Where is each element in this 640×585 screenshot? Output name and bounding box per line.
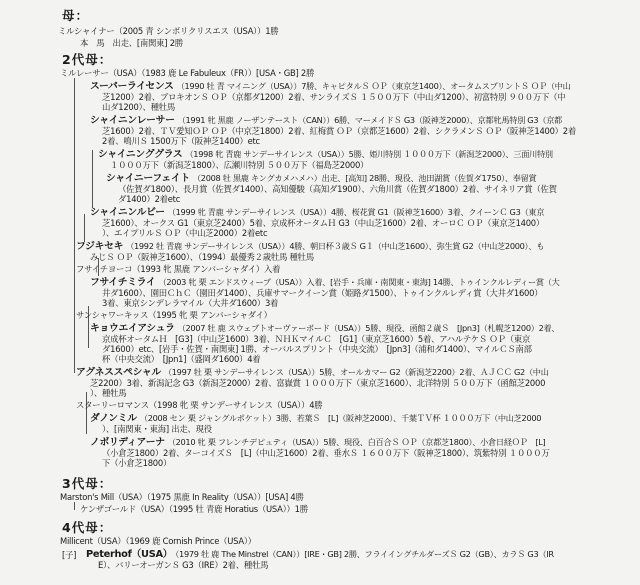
record-line: １０００万下（新潟芝1800）、広瀬川特別 ５００万下（福島芝2000） [110,160,369,170]
record-line: 芝1200）2着、ブロキオンＳ ＯＰ（京都ダ1200）2着、サンライズＳ １５００万下（中山ダ1200）、初富特別 ９００万下（中 [102,92,566,102]
horse-record: （2008 牡 黒鹿 キングカメハメハ）出走、[高知] 28勝、現役、池田湖賞（佐賀ダ1750）、奉留賞 [192,173,537,183]
tree-line-fujikiseki [84,214,85,242]
horse-record: （2007 牡 鹿 スウェプトオーヴァーボード（USA））5勝、現役、函館２歳Ｓ [Jpn3]（札幌芝1200）2着、 [177,323,560,333]
horse-name: シャイニンググラス [98,149,183,160]
tree-line-second-dam [74,78,75,373]
horse-record: （2003 牝 栗 エンドスウィープ（USA））入着、[岩手・兵庫・南関東・東海] 14勝、トゥインクルレディー賞（大 [158,277,560,287]
second-dam-line: ミルレーサー（USA）（1983 鹿 Le Fabuleux（FR））[USA・GB] 2勝 [60,68,315,78]
record-line: ）、エイプリルＳ ＯＰ（中山芝2000）2着etc [102,228,268,238]
record-line: 芝1600）、オークス G1（東京芝2400）5着、京成杯オータムＨ G3（中山芝1600）2着、オーロＣ ＯＰ（東京芝1400） [102,218,545,228]
second-dam-header: 2代母： [62,52,113,67]
record-line: ）、種牡馬 [90,388,127,398]
record-line: E）、バリーオーガンＳ G3（IRE）2着、種牡馬 [98,560,269,570]
horse-name: スーパーライセンス [90,81,174,92]
horse-record: （2008 セン 栗 ジャングルポケット）3勝、若葉Ｓ [L]（阪神芝2000）、千葉ＴＶ杯 １０００万下（中山芝2000 [139,413,542,423]
horse-name: シャイニンレーサー [90,115,175,126]
record-line: 山ダ1200）、種牡馬 [102,102,175,112]
horse-entry-sunshower-kiss: サンシャワーキッス（1995 牝 栗 アンバーシャダイ） [76,310,272,320]
record-line: 芝1600）2着、ＴＶ愛知ＯＰ ＯＰ（中京芝1800）2着、紅梅賞 ＯＰ（京都芝1600）2着、シクラメンＳ ＯＰ（阪神芝1400）2着 [102,126,577,136]
horse-record: （2010 牝 栗 フレンチデピュティ（USA））5勝、現役、白百合Ｓ ＯＰ（京都芝1800）、小倉日経ＯＰ [L] [167,437,546,447]
horse-name: キョウエイアシュラ [90,323,175,334]
record-line: 京成杯オータムＨ [G3]（中山芝1600）3着、ＮＨＫマイルＣ [G1]（東京芝1600）5着、アハルテケＳ ＯＰ（東京 [102,334,530,344]
record-line: （佐賀ダ1800）、長月賞（佐賀ダ1400）、高知優駿（高知ダ1900）、六角川賞（佐賀ダ1800）2着、サイネリア賞（佐賀 [118,184,557,194]
child-prefix: [子] [62,550,77,560]
horse-name: シャイニンルビー [90,207,165,218]
third-dam-line: Marston's Mill（USA）（1975 黒鹿 In Reality（USA））[USA] 4勝 [60,492,304,502]
record-line: 井ダ1600）、園田ＣｈＣ（園田ダ1400）、兵庫サマークイーン賞（姫路ダ1500）、トゥインクルレディ賞（大井ダ1600） [102,288,543,298]
horse-record: （1992 牡 青鹿 サンデーサイレンス（USA））4勝、朝日杯３歳Ｓ G１（中山芝1600）、弥生賞 G2（中山芝2000）、も [126,241,545,251]
horse-name: フサイチミライ [90,277,156,288]
third-dam-header: 3代母： [62,476,113,491]
horse-record: （1997 牡 栗 サンデーサイレンス（USA））5勝、オールカマー G2（新潟芝2200）2着、ＡＪＣＣ G2（中山 [163,367,549,377]
tree-line-shaininreisa [92,150,93,208]
horse-record: （1991 牝 黒鹿 ノーザンテースト（CAN））6勝、マーメイドＳ G3（阪神芝2000）、京都牝馬特別 G3（京都 [177,115,562,125]
horse-entry-ken-the-gold: ケンザゴールド（USA）（1995 牡 青鹿 Horatius（USA））1勝 [80,504,308,514]
horse-name: シャイニーフェイト [106,173,190,184]
record-line: 3着、東京シンデレラマイル（大井ダ1600）3着 [102,298,279,308]
record-line: ）、[南関東・東海] 出走、現役 [102,424,212,434]
tree-line-third-dam [74,502,75,510]
horse-entry-fusaichi-yoko: フサイチヨーコ（1993 牝 黒鹿 アンバーシャダイ）入着 [76,264,281,274]
record-line: 芝2200）3着、新潟記念 G3（新潟芝2000）2着、富嶽賞 １０００万下（東京芝1600）、北洋特別 ５００万下（函館芝2000 [90,378,546,388]
dam-racing-record: 本 馬 出走、[南関東] 2勝 [80,38,183,48]
record-line: 下（小倉芝1800） [102,458,172,468]
record-line: （小倉芝1800）2着、ターコイズＳ [L]（中山芝1600）2着、垂水Ｓ １６００万下（阪神芝1800）、筑紫特別 １０００万 [102,448,550,458]
horse-name: Peterhof（USA） [86,549,173,560]
horse-name: ノボリディアーナ [90,437,165,448]
record-line: ダ1600）etc、[岩手・佐賀・南関東] 1勝、オーバルスプリント（中央交流） [Jpn3]（浦和ダ1400）、マイルＣＳ南部 [102,344,532,354]
fourth-dam-header: 4代母： [62,520,113,535]
record-line: 杯（中央交流） [Jpn1]（盛岡ダ1600）4着 [102,354,261,364]
dam-line: ミルシャイナー（2005 青 シンボリクリスエス（USA））1勝 [58,26,279,36]
record-line: ダ1400）2着etc [118,194,181,204]
horse-record: （1999 牝 青鹿 サンデーサイレンス（USA））4勝、桜花賞 G1（阪神芝1600）3着、クイーンＣ G3（東京 [167,207,545,217]
horse-name: ダノンミル [90,413,137,424]
horse-record: （1998 牝 青鹿 サンデーサイレンス（USA））5勝、姫川特別 １０００万下（新潟芝2000）、三面川特別 [185,149,553,159]
fourth-dam-line: Millicent（USA）（1969 鹿 Cornish Prince（USA）） [60,536,256,546]
record-line: みじＳ ＯＰ（阪神芝1600）、（1994）最優秀２歳牡馬 種牡馬 [90,252,314,262]
horse-name: フジキセキ [76,241,124,252]
dam-header: 母： [62,8,90,23]
horse-name: アグネススペシャル [76,367,161,378]
horse-record: （1990 牡 青 マイニング（USA））7勝、キャピタルＳ ＯＰ（東京芝1400）、オータムスプリントＳ ＯＰ（中山 [176,81,571,91]
tree-line-starry [86,392,87,434]
horse-record: （1979 牡 鹿 The Minstrel（CAN））[IRE・GB] 2勝、フライイングチルダーズＳ G2（GB）、カラＳ G3（IR [175,549,554,559]
record-line: 2着、鳴川Ｓ 1500万下（阪神芝1400）etc [102,136,260,146]
horse-entry-starry-romance: スターリーロマンス（1998 牝 栗 サンデーサイレンス（USA））4勝 [76,400,323,410]
